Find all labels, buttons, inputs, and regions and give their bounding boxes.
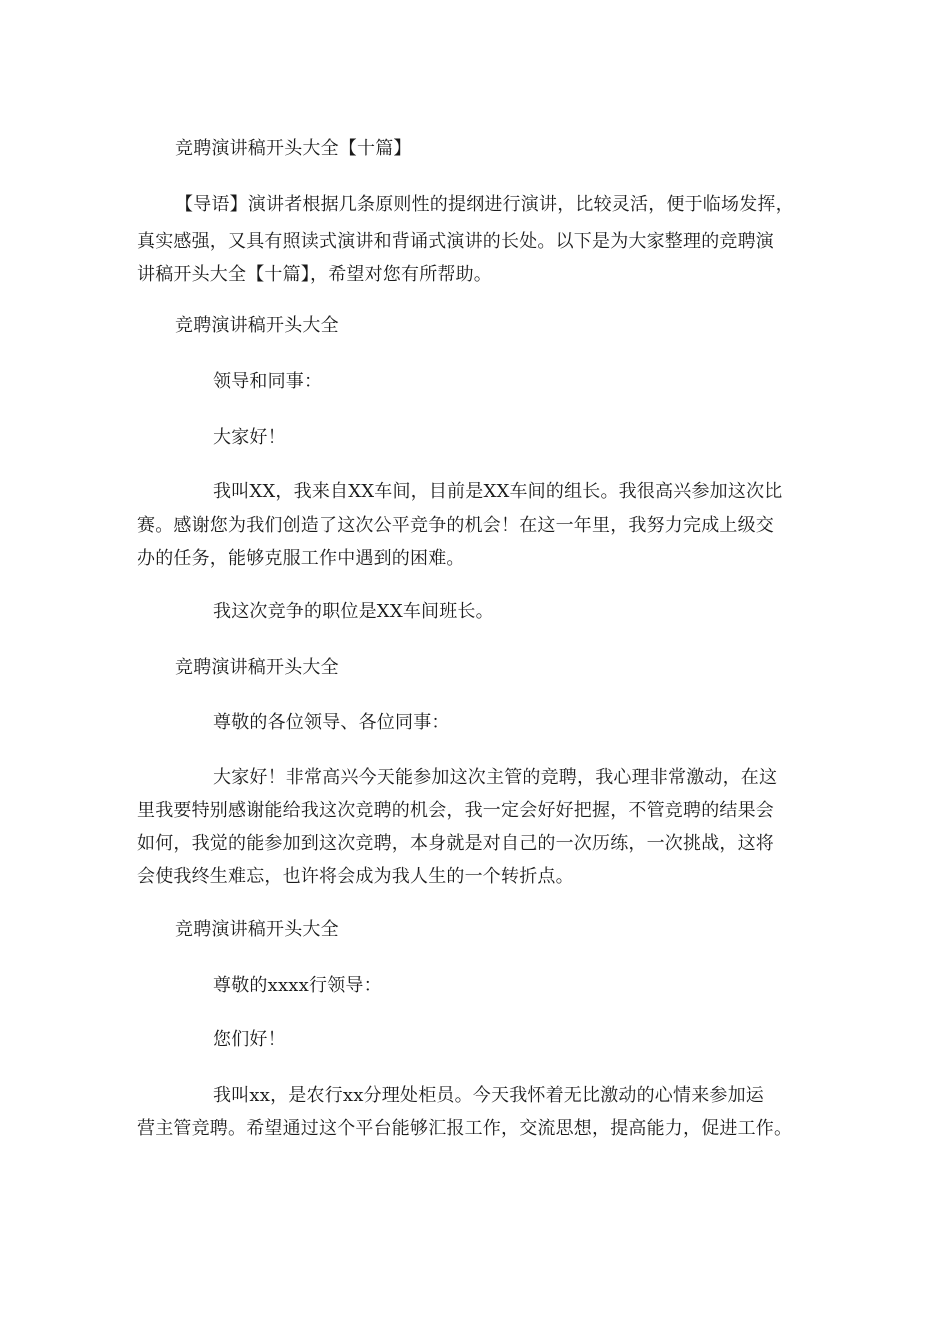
salutation: 领导和同事：	[213, 371, 323, 392]
section-heading: 竞聘演讲稿开头大全	[175, 919, 339, 940]
body-line: 我叫xx，是农行xx分理处柜员。今天我怀着无比激动的心情来参加运	[213, 1085, 765, 1106]
body-line: 会使我终生难忘，也许将会成为我人生的一个转折点。	[137, 866, 574, 887]
greeting: 您们好！	[213, 1029, 286, 1050]
intro-line: 讲稿开头大全【十篇】，希望对您有所帮助。	[137, 264, 492, 285]
body-line: 大家好！非常高兴今天能参加这次主管的竞聘，我心理非常激动，在这	[213, 767, 778, 788]
greeting: 大家好！	[213, 427, 286, 448]
document-title: 竞聘演讲稿开头大全【十篇】	[175, 138, 412, 159]
salutation: 尊敬的xxxx行领导：	[213, 975, 382, 996]
body-line: 如何，我觉的能参加到这次竞聘，本身就是对自己的一次历练，一次挑战，这将	[137, 833, 774, 854]
intro-line: 【导语】演讲者根据几条原则性的提纲进行演讲，比较灵活，便于临场发挥，	[175, 194, 794, 215]
body-line: 赛。感谢您为我们创造了这次公平竞争的机会！在这一年里，我努力完成上级交	[137, 515, 774, 536]
section-heading: 竞聘演讲稿开头大全	[175, 315, 339, 336]
body-line: 办的任务，能够克服工作中遇到的困难。	[137, 548, 465, 569]
salutation: 尊敬的各位领导、各位同事：	[213, 712, 450, 733]
body-line: 营主管竞聘。希望通过这个平台能够汇报工作，交流思想，提高能力，促进工作。	[137, 1118, 793, 1139]
section-heading: 竞聘演讲稿开头大全	[175, 657, 339, 678]
closing-line: 我这次竞争的职位是XX车间班长。	[213, 601, 494, 622]
body-line: 里我要特别感谢能给我这次竞聘的机会，我一定会好好把握，不管竞聘的结果会	[137, 800, 774, 821]
body-line: 我叫XX，我来自XX车间，目前是XX车间的组长。我很高兴参加这次比	[213, 481, 783, 502]
intro-line: 真实感强，又具有照读式演讲和背诵式演讲的长处。以下是为大家整理的竞聘演	[137, 231, 774, 252]
